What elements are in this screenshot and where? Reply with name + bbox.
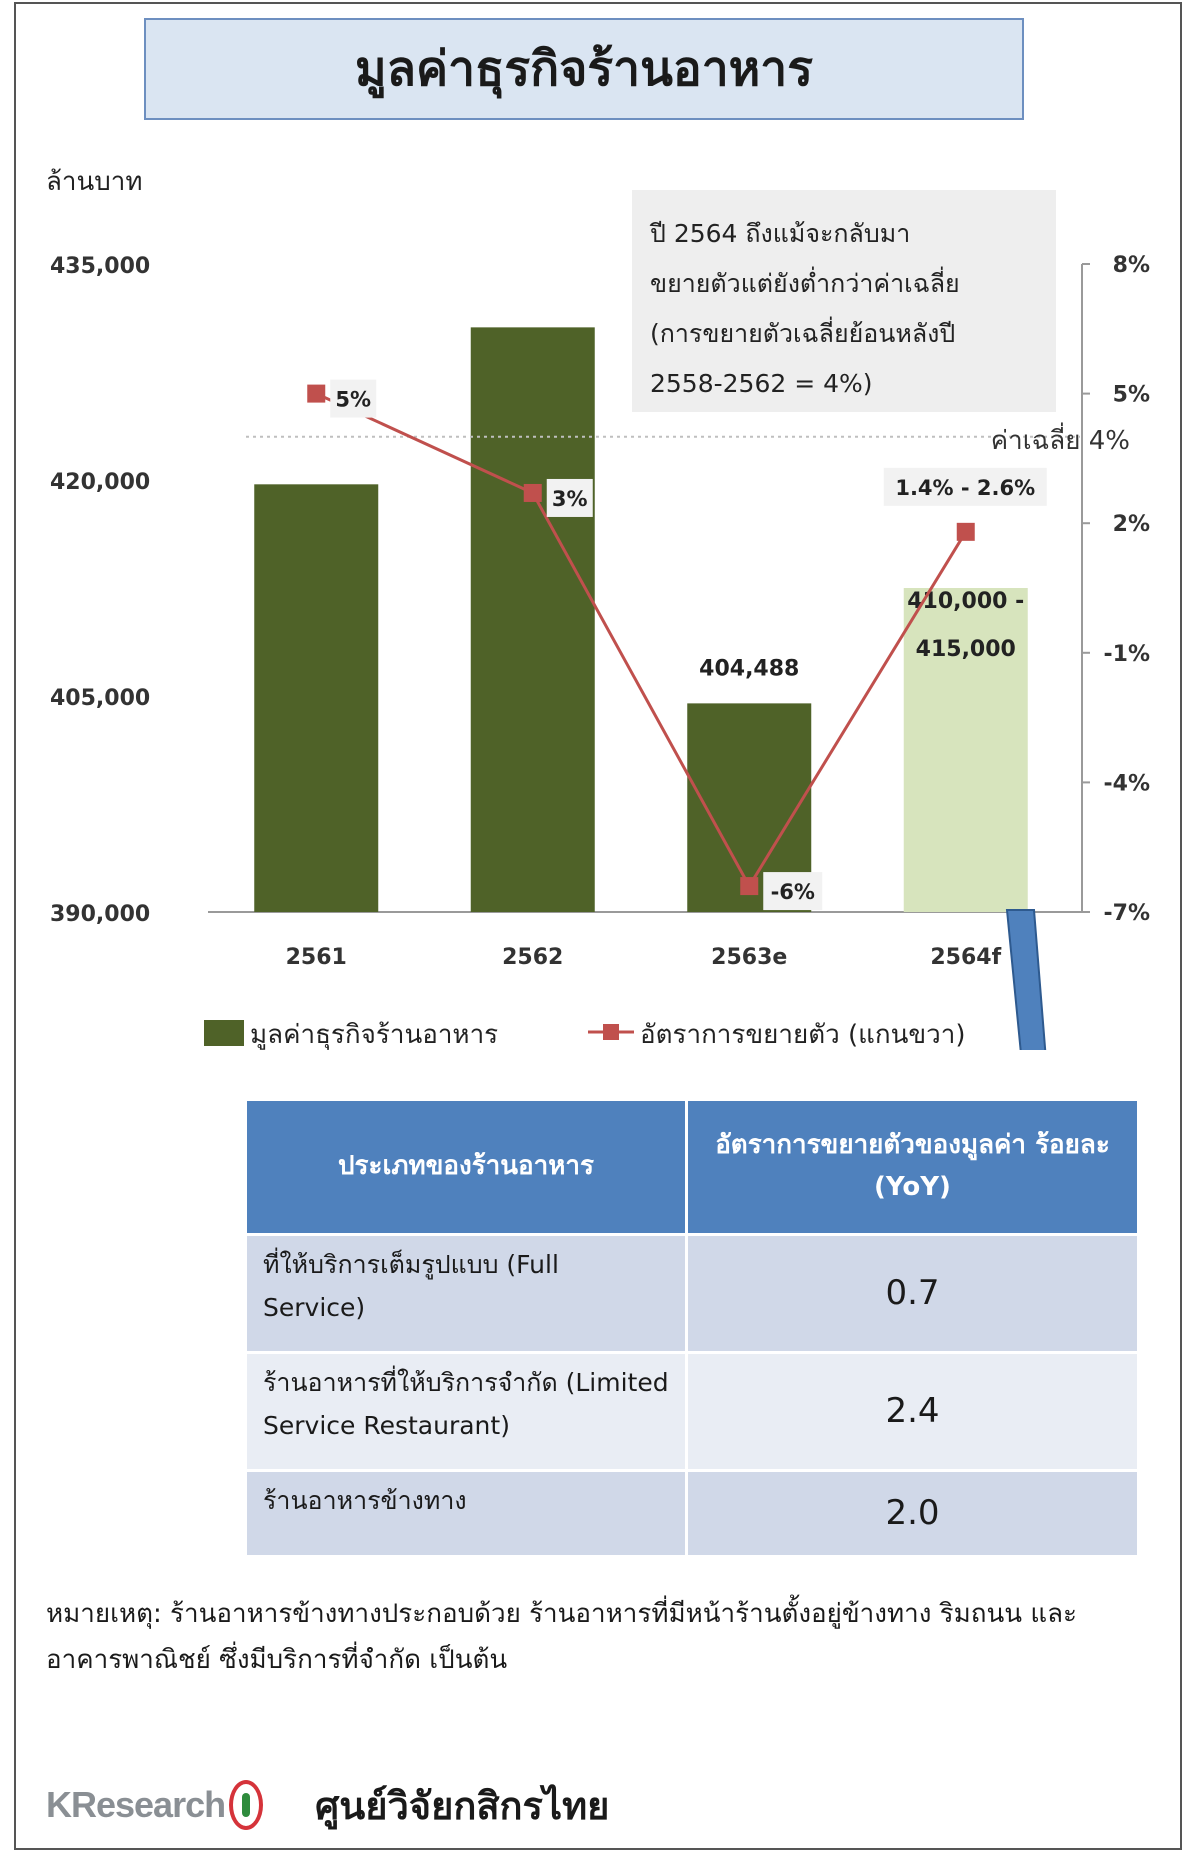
growth-line bbox=[316, 394, 966, 886]
line-data-label: -6% bbox=[770, 880, 815, 905]
annotation-text: 2558-2562 = 4%) bbox=[650, 369, 873, 398]
bar bbox=[254, 484, 378, 912]
table-header-row bbox=[246, 1100, 1139, 1235]
organization-name: ศูนย์วิจัยกสิกรไทย bbox=[315, 1783, 610, 1828]
annotation-text: ขยายตัวแต่ยังต่ำกว่าค่าเฉลี่ย bbox=[650, 269, 960, 298]
y2-tick-label: -1% bbox=[1103, 641, 1150, 667]
logo-text: KResearch bbox=[46, 1784, 226, 1825]
bar bbox=[471, 327, 595, 912]
line-marker bbox=[524, 484, 542, 502]
chart-title: มูลค่าธุรกิจร้านอาหาร bbox=[144, 18, 1024, 120]
growth-table bbox=[244, 1098, 1140, 1558]
annotation-text: (การขยายตัวเฉลี่ยย้อนหลังปี bbox=[650, 319, 956, 348]
table-row bbox=[246, 1471, 1139, 1557]
line-data-label: 3% bbox=[551, 486, 588, 511]
line-data-label: 5% bbox=[335, 387, 372, 412]
growth-chart bbox=[0, 150, 1200, 1050]
line-marker bbox=[740, 877, 758, 895]
x-tick-label: 2564f bbox=[930, 945, 1002, 970]
average-line-label: ค่าเฉลี่ย 4% bbox=[990, 425, 1130, 456]
table-row bbox=[246, 1235, 1139, 1353]
table-cell-type: ร้านอาหารที่ให้บริการจำกัด (Limited Service Restaurant) bbox=[246, 1353, 687, 1471]
y2-tick-label: 8% bbox=[1112, 253, 1150, 278]
y-tick-label: 435,000 bbox=[50, 254, 151, 279]
bar-data-label: 404,488 bbox=[699, 656, 800, 682]
annotation-text: ปี 2564 ถึงแม้จะกลับมา bbox=[650, 219, 911, 248]
footer bbox=[46, 1770, 609, 1840]
legend-line-label: อัตราการขยายตัว (แกนขวา) bbox=[640, 1020, 966, 1050]
x-tick-label: 2562 bbox=[502, 945, 564, 970]
legend-line-marker bbox=[603, 1024, 619, 1040]
y-tick-label: 405,000 bbox=[50, 686, 151, 711]
legend-bar-swatch bbox=[204, 1020, 244, 1046]
y-tick-label: 390,000 bbox=[50, 902, 151, 927]
legend-bar-label: มูลค่าธุรกิจร้านอาหาร bbox=[250, 1020, 499, 1050]
y2-tick-label: -4% bbox=[1103, 771, 1150, 797]
table-row bbox=[246, 1353, 1139, 1471]
bar-data-label: 415,000 bbox=[915, 637, 1016, 662]
y-tick-label: 420,000 bbox=[50, 470, 151, 495]
table-cell-value: 2.0 bbox=[687, 1471, 1139, 1557]
table-cell-value: 2.4 bbox=[687, 1353, 1139, 1471]
y-axis-unit-label: ล้านบาท bbox=[46, 167, 143, 197]
table-cell-type: ร้านอาหารข้างทาง bbox=[246, 1471, 687, 1557]
table-header-growth: อัตราการขยายตัวของมูลค่า ร้อยละ (YoY) bbox=[687, 1100, 1139, 1235]
y2-tick-label: 2% bbox=[1112, 512, 1150, 538]
kresearch-logo bbox=[46, 1780, 263, 1830]
line-data-label: 1.4% - 2.6% bbox=[895, 475, 1036, 500]
bar-data-label: 410,000 - bbox=[907, 589, 1025, 614]
table-cell-type: ที่ให้บริการเต็มรูปแบบ (Full Service) bbox=[246, 1235, 687, 1353]
line-marker bbox=[307, 385, 325, 403]
y2-tick-label: 5% bbox=[1112, 382, 1150, 408]
down-arrow-icon bbox=[1000, 910, 1072, 1050]
y2-tick-label: -7% bbox=[1103, 901, 1150, 926]
footnote: หมายเหตุ: ร้านอาหารข้างทางประกอบด้วย ร้านอาหารที่มีหน้าร้านตั้งอยู่ข้างทาง ริมถนน และอาคารพาณิชย์ ซึ่งมีบริการที่จำกัด เป็นต้น bbox=[46, 1599, 1077, 1675]
x-tick-label: 2561 bbox=[285, 945, 347, 970]
table-header-type: ประเภทของร้านอาหาร bbox=[246, 1100, 687, 1235]
kasikorn-leaf-icon bbox=[229, 1780, 263, 1830]
x-tick-label: 2563e bbox=[711, 945, 788, 970]
line-marker bbox=[957, 523, 975, 541]
table-cell-value: 0.7 bbox=[687, 1235, 1139, 1353]
